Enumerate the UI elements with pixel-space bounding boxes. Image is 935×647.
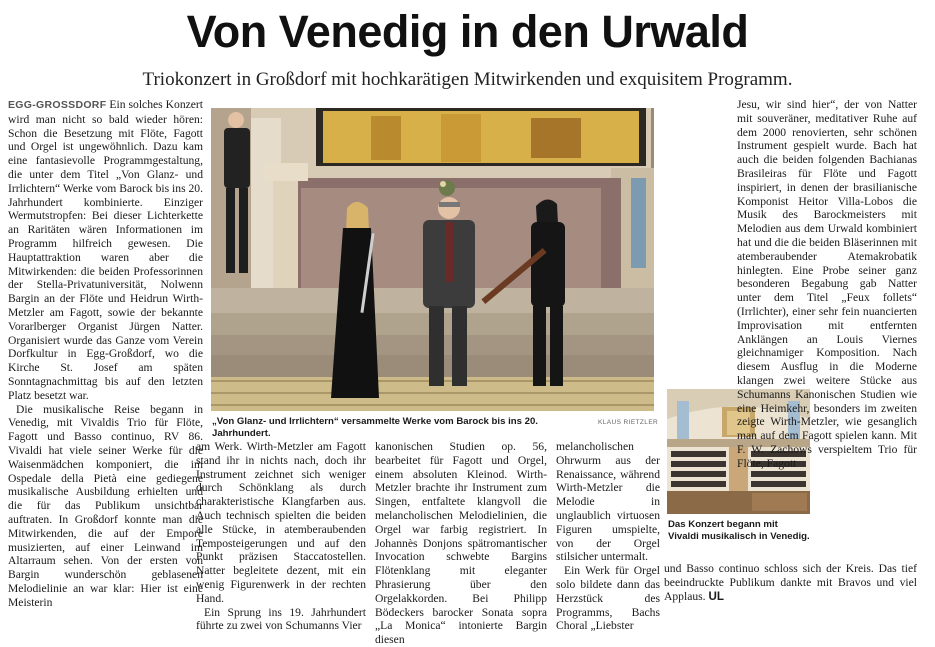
paragraph: Die musikalische Reise begann in Venedig, mit Vivaldis Trio für Flöte, Fagott und Basso continuo, RV 86. Vivaldi hat viele seiner Werke für die Waisenmädchen komponiert, die im Ospedale della Pietà eine gediegene musikalische Ausbildung erhielten und die für das Publikum unsichtbar auftraten. In Großdorf konnte man die Mitwirkenden, die auf der Empore musizierten, auf einer Leinwand im Altarraum sehen. Von der ersten von Bargin wunderschön geblasenen Melodielinie an war klar: Hier ist eine Meisterin: [8, 402, 203, 609]
dateline: EGG-GROSSDORF: [8, 99, 107, 111]
article-column-1: [8, 98, 203, 609]
paragraph: am Werk. Wirth-Metzler am Fagott stand ihr in nichts nach, doch ihr Instrument zeichnet sich weniger durch Schönklang als durch charakteristische Klangfarben aus. Auch technisch spielten die beiden alle Stücke, in atemberaubenden Temposteigerungen und auf den Punkt präzisen Staccatostellen. Natter begleitete dezent, mit ein wenig Figurenwerk in der rechten Hand.: [196, 440, 366, 605]
concert-photo: [211, 108, 654, 411]
article-column-4: [556, 440, 660, 633]
article-column-3: [375, 440, 547, 647]
paragraph: Ein Werk für Orgel solo bildete dann das Herzstück des Programms, Bachs Choral „Liebster: [556, 564, 660, 633]
article-column-5: [737, 98, 917, 471]
headline: Von Venedig in den Urwald: [186, 6, 749, 57]
paragraph: Ein Sprung ins 19. Jahrhundert führte zu zwei von Schumanns Vier: [196, 605, 366, 633]
photo-caption: „Von Glanz- und Irrlichtern“ versammelte Werke vom Barock bis ins 20. Jahrhundert.: [212, 416, 538, 439]
article-column-5-end: [664, 562, 917, 603]
paragraph: und Basso continuo schloss sich der Kreis. Das tief beeindruckte Publikum dankte mit Bravos und viel Applaus. UL: [664, 562, 917, 603]
paragraph: Jesu, wir sind hier“, der von Natter mit souveräner, meditativer Ruhe auf dem 2000 renovierten, sehr schönen Instrument gespielt wurde. Bach hat auch die beiden folgenden Bachianas Brasileiras für Flöte und Fagott inspiriert, in denen der brasilianische Komponist Heitor Villa-Lobos die Musik des Barockmeisters mit Melodien aus dem Urwald kombiniert hat und die die beiden Bläserinnen mit atemberaubender Atemakrobatik hinlegten. Eine Probe seiner ganz besonderen Begabung gab Natter unter dem Titel „Feux follets“ (Irrlichter), einer sehr fein nuancierten Improvisation mit entfernten Anklängen an Louis Viernes gleichnamiger Komposition. Nach diesem Ausflug in die Moderne klangen zwei weitere Stücke aus Schumanns Kanonischen Studien wie eine Heimkehr, besonders im zweiten zeigte Wirth-Metzler, wie gesanglich man auf dem Fagott spielen kann. Mit F. W. Zachows verspieltem Trio für Flöte, Fagott: [737, 98, 917, 470]
article-column-2: [196, 440, 366, 633]
paragraph: EGG-GROSSDORF Ein solches Konzert wird man nicht so bald wieder hören: Schon die Besetzung mit Flöte, Fagott und Orgel ist ungewöhnlich. Dazu kam eine fantasievolle Programmgestaltung, die unter dem Titel „Von Glanz- und Irrlichtern“ Werke vom Barock bis ins 20. Jahrhundert kombinierte. Einziger Wermutstropfen: Bei dieser Lichterkette an Raritäten wären Informationen im Programm hilfreich gewesen. Die Hauptattraktion waren aber die Mitwirkenden: die beiden Professorinnen der Stella-Privatuniversität, Nolwenn Bargin an der Flöte und Heidrun Wirth-Metzler am Fagott, sowie der bekannte Vorarlberger Organist Jürgen Natter. Organisiert wurde das Ganze vom Verein Dorfkultur in Egg-Großdorf, wo die Kirche St. Josef am späten Sonntagnachmittag bis auf den letzten Platz besetzt war.: [8, 98, 203, 402]
concert-photo-image: [211, 108, 654, 411]
paragraph: kanonischen Studien op. 56, bearbeitet für Fagott und Orgel, einem absoluten Kleinod. Wirth-Metzler brachte ihr Instrument zum Singen, entfaltete klangvoll die melancholischen Melodielinien, die Orgel war farbig registriert. In Johannès Donjons spätromantischer Invocation schwebte Bargins Flötenklang mit eleganter Phrasierung über den Orgelakkorden. Bei Philipp Bödeckers barocker Sonata sopra „La Monica“ intonierte Bargin diesen: [375, 440, 547, 647]
paragraph: melancholischen Ohrwurm aus der Renaissance, während Wirth-Metzler die Melodie in unglaublich virtuosen Figuren umspielte, von der Orgel stilsicher untermalt.: [556, 440, 660, 564]
subheadline: Triokonzert in Großdorf mit hochkarätigen Mitwirkenden und exquisitem Programm.: [142, 69, 793, 90]
photo-credit: KLAUS RIETZLER: [598, 419, 659, 426]
author-signature: UL: [708, 589, 724, 603]
small-photo-caption: Das Konzert begann mit Vivaldi musikalisch in Venedig.: [668, 519, 810, 542]
